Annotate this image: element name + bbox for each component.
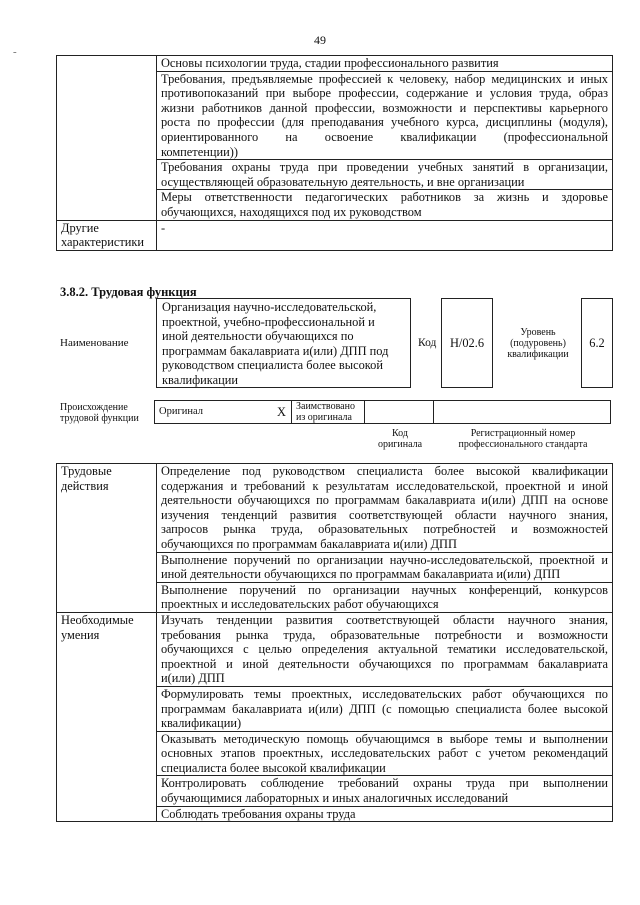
table-row: [155, 401, 611, 424]
table-cell: [156, 190, 612, 220]
line: проектной, учебно-профессиональной и: [162, 314, 375, 329]
table-cell: [156, 464, 612, 553]
line: умения: [61, 627, 100, 642]
line: характеристики: [61, 235, 145, 250]
line: изучения тенденций развития соответствующей области научного знания,: [160, 507, 608, 522]
line: обучающимися лабораторных и иных аналогичных исследований: [160, 791, 509, 806]
line: Заимствовано: [296, 401, 355, 412]
origin-mark: X: [277, 404, 286, 419]
line: Уровень: [520, 327, 556, 338]
line: из оригинала: [296, 412, 352, 423]
line: (подуровень): [510, 338, 566, 349]
line: Код: [392, 428, 408, 439]
line: Изучать тенденции развития соответствующей области научного знания,: [160, 612, 608, 627]
table-cell: [156, 776, 612, 806]
line: компетенции)): [160, 144, 238, 159]
line: Контролировать соблюдение требований охраны труда при выполнении: [160, 776, 608, 791]
table-cell: [156, 220, 612, 250]
line: обучающихся с целью определения актуальной тематики исследовательской,: [160, 642, 608, 657]
table-row: [57, 220, 613, 250]
skills-label-cell: [57, 612, 157, 821]
code-label: Код: [418, 337, 437, 349]
level-label: [500, 327, 576, 360]
line: Определение под руководством специалиста более высокой квалификации: [160, 464, 608, 478]
line: Организация научно-исследовательской,: [162, 300, 377, 314]
line: Меры ответственности педагогических работников за жизнь и здоровье: [160, 190, 608, 205]
level-value-box: [581, 298, 613, 388]
line: обучающихся, находящихся под их руководством: [160, 204, 422, 219]
top-table: [56, 55, 613, 251]
reg-number-label: [448, 428, 598, 450]
line: осуществляющей образовательную деятельность, и вне организации: [160, 174, 525, 189]
line: роста по профессии (для преподавания учебного курса, дисциплины (модуля),: [160, 115, 608, 130]
line: Необходимые: [61, 612, 134, 627]
cell-text: Основы психологии труда, стадии профессионального развития: [160, 56, 499, 70]
margin-mark: -: [13, 46, 17, 58]
line: Другие: [61, 220, 99, 235]
line: руководством специалиста более высокой: [162, 358, 383, 373]
table-cell-left: [57, 56, 157, 221]
line: Требования, предъявляемые профессией к человеку, набор медицинских и иных: [160, 71, 608, 86]
line: требования рынка труда, образовательные потребности и возможности: [160, 627, 608, 642]
section-heading: 3.8.2. Трудовая функция: [60, 285, 197, 299]
cell-text: -: [160, 220, 166, 235]
line: Требования охраны труда при проведении учебных занятий в организации,: [160, 160, 608, 175]
line: обучающихся по программам бакалавриата и(или) ДПП: [160, 536, 457, 551]
line: Соблюдать требования охраны труда: [160, 806, 356, 821]
line: содержания и требований к результатам исследовательской, проектной и иной: [160, 478, 608, 493]
line: профессионального стандарта: [458, 439, 588, 450]
line: Оказывать методическую помощь обучающимся в выборе темы и выполнении: [160, 731, 608, 746]
table-cell: [156, 612, 612, 686]
reg-number-cell: [434, 401, 611, 424]
origin-original-cell: [155, 401, 274, 424]
code-original-label: [372, 428, 428, 450]
origin-borrowed-cell: [292, 401, 365, 424]
table-row: [57, 56, 613, 72]
level-value: 6.2: [589, 335, 605, 350]
table-cell: [156, 686, 612, 731]
origin-original: Оригинал: [159, 405, 203, 417]
line: основных этапов проектных, исследовательских работ с учетом рекомендаций: [160, 746, 608, 761]
line: Выполнение поручений по организации научно-исследовательской, проектной и: [160, 552, 608, 567]
line: Выполнение поручений по организации научных конференций, конкурсов: [160, 582, 608, 597]
line: трудовой функции: [60, 413, 139, 424]
code-value-box: [441, 298, 493, 388]
code-original-cell: [365, 401, 434, 424]
table-cell: [156, 552, 612, 582]
table-cell: [156, 731, 612, 776]
line: иной деятельности обучающихся по: [162, 329, 354, 344]
code-value: Н/02.6: [449, 335, 485, 350]
line: действия: [61, 478, 109, 493]
line: иной деятельности обучающихся по программам бакалавриата и(или) ДПП: [160, 567, 561, 582]
line: проектных и исследовательских работ обучающихся: [160, 597, 439, 612]
line: жизни работников данной профессии, возможности и перспективы карьерного: [160, 100, 608, 115]
table-cell: [156, 806, 612, 822]
page-number: 49: [314, 33, 326, 47]
actions-label-cell: [57, 464, 157, 613]
line: ориентированного на освоение квалификации (профессиональной: [160, 129, 608, 144]
line: Происхождение: [60, 402, 128, 413]
origin-label: [60, 402, 139, 424]
name-label: Наименование: [60, 337, 129, 349]
table-cell-left: [57, 220, 157, 250]
line: квалификации: [507, 349, 569, 360]
line: проектной и иной деятельности обучающихся по программам бакалавриата: [160, 656, 608, 671]
line: запросов рынка труда, образовательных потребностей и возможностей: [160, 522, 608, 537]
line: квалификации: [162, 372, 239, 387]
table-cell: [156, 160, 612, 190]
functions-table: [56, 463, 613, 822]
origin-table: [154, 400, 611, 424]
line: квалификации): [160, 716, 242, 731]
line: программам бакалавриата и(или) ДПП (с помощью специалиста более высокой: [160, 701, 608, 716]
table-row: [57, 464, 613, 553]
table-cell: [156, 71, 612, 160]
line: программам бакалавриата и(или) ДПП под: [162, 343, 389, 358]
line: и(или) ДПП: [160, 671, 225, 686]
line: противопоказаний при выборе профессии, содержание и условия труда, образ: [160, 86, 608, 101]
table-row: [57, 612, 613, 686]
table-cell: [156, 56, 612, 72]
line: Формулировать темы проектных, исследовательских работ обучающихся по: [160, 686, 608, 701]
line: Регистрационный номер: [470, 428, 576, 439]
line: Трудовые: [61, 464, 112, 478]
line: специалиста более высокой квалификации: [160, 760, 386, 775]
origin-mark-cell: [273, 401, 292, 424]
line: оригинала: [377, 439, 423, 450]
function-name-box: [156, 298, 411, 388]
table-cell: [156, 582, 612, 612]
line: деятельности обучающихся по программам бакалавриата и(или) ДПП на основе: [160, 493, 608, 508]
